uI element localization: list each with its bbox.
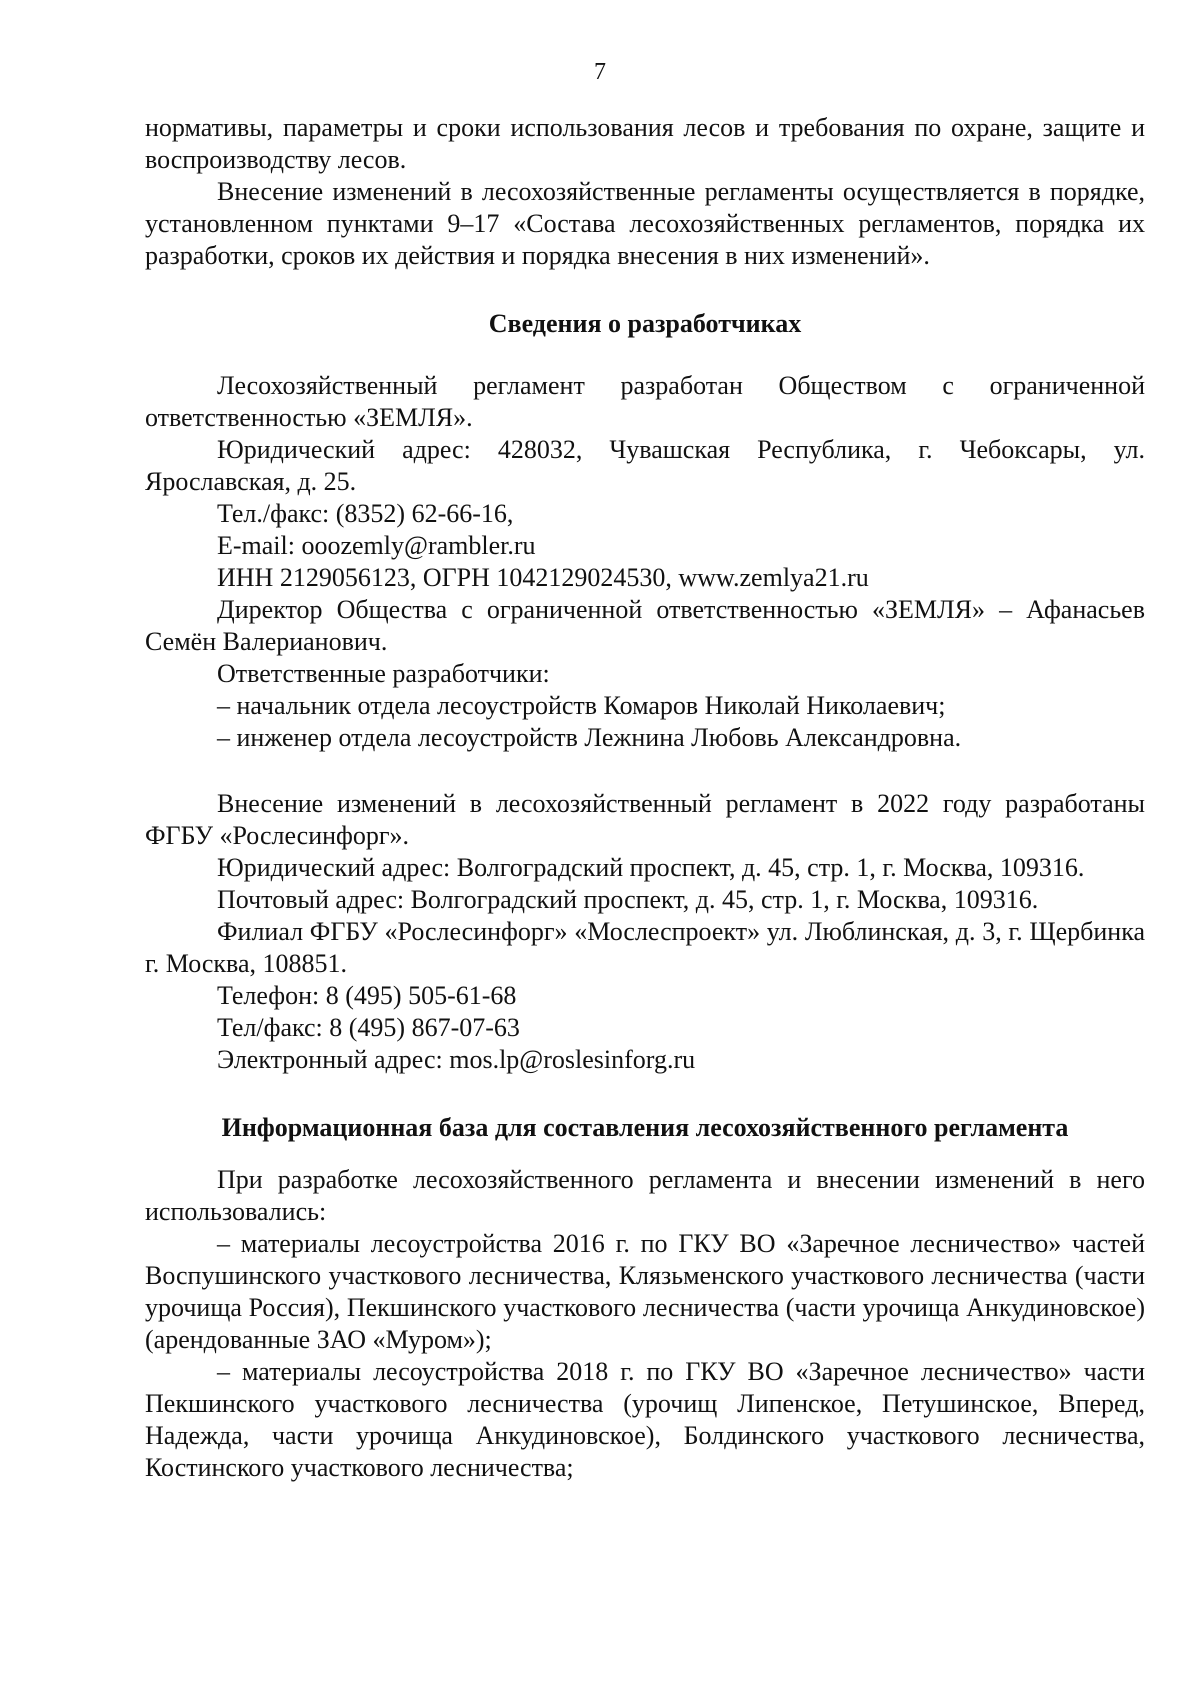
changes-phone: Телефон: 8 (495) 505-61-68 xyxy=(217,981,517,1010)
responsible-item: – инженер отдела лесоустройств Лежнина Любовь Александровна. xyxy=(217,723,962,752)
developers-address: Юридический адрес: 428032, Чувашская Республика, г. Чебоксары, ул. Ярославская, д. 25. xyxy=(145,435,1145,496)
changes-paragraph: Внесение изменений в лесохозяйственный регламент в 2022 году разработаны ФГБУ «Рослесинфорг». xyxy=(145,789,1145,850)
info-base-paragraph: При разработке лесохозяйственного регламента и внесении изменений в него использовались: xyxy=(145,1165,1145,1226)
developers-paragraph: Лесохозяйственный регламент разработан Обществом с ограниченной ответственностью «ЗЕМЛЯ». xyxy=(145,371,1145,432)
developers-inn: ИНН 2129056123, ОГРН 1042129024530, www.zemlya21.ru xyxy=(217,563,869,592)
page-number: 7 xyxy=(594,59,606,85)
developers-director: Директор Общества с ограниченной ответственностью «ЗЕМЛЯ» – Афанасьев Семён Валерианович. xyxy=(145,595,1145,656)
changes-legal-address: Юридический адрес: Волгоградский проспект, д. 45, стр. 1, г. Москва, 109316. xyxy=(217,853,1085,882)
page-body xyxy=(145,112,1145,1484)
info-base-item: – материалы лесоустройства 2016 г. по ГКУ ВО «Заречное лесничество» частей Воспушинского участкового лесничества, Клязьменского участкового лесничества (части урочища Россия), Пекшинского участкового лесничества (части урочища Анкудиновское) (арендованные ЗАО «Муром»); xyxy=(145,1229,1145,1354)
responsible-item: – начальник отдела лесоустройств Комаров Николай Николаевич; xyxy=(217,691,946,720)
developers-heading: Сведения о разработчиках xyxy=(488,309,802,338)
changes-branch: Филиал ФГБУ «Рослесинфорг» «Мослеспроект» ул. Люблинская, д. 3, г. Щербинка г. Москва, 108851. xyxy=(145,917,1145,978)
intro-paragraph-1: нормативы, параметры и сроки использования лесов и требования по охране, защите и воспроизводству лесов. xyxy=(145,113,1145,174)
changes-email: Электронный адрес: mos.lp@roslesinforg.ru xyxy=(217,1045,696,1074)
info-base-item: – материалы лесоустройства 2018 г. по ГКУ ВО «Заречное лесничество» части Пекшинского участкового лесничества (урочищ Липенское, Петушинское, Вперед, Надежда, части урочища Анкудиновское), Болдинского участкового лесничества, Костинского участкового лесничества; xyxy=(145,1357,1145,1482)
info-base-heading: Информационная база для составления лесохозяйственного регламента xyxy=(221,1113,1069,1142)
intro-paragraph-2: Внесение изменений в лесохозяйственные регламенты осуществляется в порядке, установленном пунктами 9–17 «Состава лесохозяйственных регламентов, порядка их разработки, сроков их действия и порядка внесения в них изменений». xyxy=(145,177,1145,270)
developers-phone: Тел./факс: (8352) 62-66-16, xyxy=(217,499,514,528)
changes-postal-address: Почтовый адрес: Волгоградский проспект, д. 45, стр. 1, г. Москва, 109316. xyxy=(217,885,1039,914)
changes-fax: Тел/факс: 8 (495) 867-07-63 xyxy=(217,1013,520,1042)
responsible-label: Ответственные разработчики: xyxy=(217,659,550,688)
developers-email: E-mail: ooozemly@rambler.ru xyxy=(217,531,536,560)
